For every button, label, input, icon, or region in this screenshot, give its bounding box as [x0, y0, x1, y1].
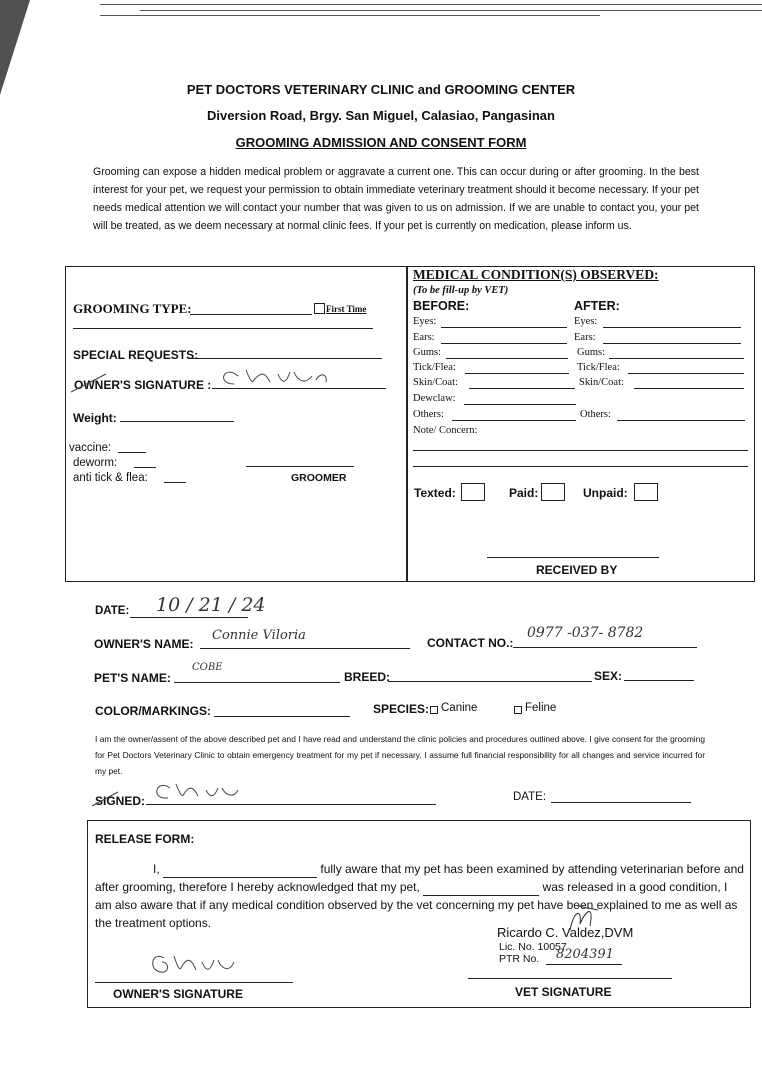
vet-ptr-value: 8204391: [556, 947, 614, 962]
before-dewclaw-label: Dewclaw:: [413, 393, 456, 404]
scan-edge-line: [140, 10, 762, 11]
weight-line[interactable]: [120, 421, 234, 422]
deworm-line[interactable]: [134, 467, 156, 468]
after-skin-line[interactable]: [634, 388, 744, 389]
before-skin-line[interactable]: [469, 388, 575, 389]
after-gums-line[interactable]: [609, 358, 744, 359]
date-line[interactable]: [130, 617, 248, 618]
signed-date-line[interactable]: [551, 802, 691, 803]
first-time-label: First Time: [326, 304, 367, 314]
scan-corner-shadow: [0, 0, 30, 95]
scan-edge-line: [100, 4, 762, 5]
contact-label: CONTACT NO.:: [427, 636, 514, 650]
special-requests-label: SPECIAL REQUESTS:: [73, 348, 199, 362]
groomer-line[interactable]: [246, 466, 354, 467]
release-owner-blank[interactable]: [163, 865, 317, 878]
box-divider: [406, 266, 408, 582]
owner-name-value: Connie Viloria: [212, 628, 306, 643]
before-others-line[interactable]: [452, 420, 576, 421]
vet-name: Ricardo C. Valdez,DVM: [497, 925, 634, 940]
canine-checkbox[interactable]: [430, 706, 438, 714]
color-markings-label: COLOR/MARKINGS:: [95, 704, 211, 718]
before-others-label: Others:: [413, 409, 444, 420]
owner-name-line[interactable]: [200, 648, 410, 649]
release-text-3: was released in a good condition, I am also aware that if any medical condition observed by the vet concerning my pet have been explained to me as well as the treatment options.: [95, 880, 738, 930]
first-time-checkbox[interactable]: [314, 303, 325, 314]
grooming-type-label: GROOMING TYPE:: [73, 301, 192, 316]
groomer-label: GROOMER: [291, 472, 347, 484]
owner-signature-label: OWNER'S SIGNATURE :: [74, 378, 212, 392]
after-label: AFTER:: [574, 299, 620, 313]
note-line-2[interactable]: [413, 466, 748, 467]
pet-name-line[interactable]: [174, 682, 340, 683]
before-dewclaw-line[interactable]: [464, 404, 576, 405]
received-by-line[interactable]: [487, 557, 659, 558]
release-paragraph: [95, 860, 747, 932]
medical-subtitle: (To be fill-up by VET): [413, 285, 509, 296]
after-eyes-label: Eyes:: [574, 316, 598, 327]
deworm-label: deworm:: [73, 457, 118, 469]
vet-signature-caption: VET SIGNATURE: [515, 985, 612, 999]
vaccine-label: vaccine:: [69, 442, 112, 454]
after-eyes-line[interactable]: [603, 327, 741, 328]
breed-label: BREED:: [344, 670, 391, 684]
color-markings-line[interactable]: [214, 716, 350, 717]
before-ears-line[interactable]: [441, 343, 567, 344]
before-tick-line[interactable]: [465, 373, 569, 374]
special-requests-line[interactable]: [188, 358, 382, 359]
before-gums-label: Gums:: [413, 347, 442, 358]
after-others-label: Others:: [580, 409, 611, 420]
pet-name-label: PET'S NAME:: [94, 671, 171, 685]
owner-signature-caption: OWNER'S SIGNATURE: [113, 987, 243, 1001]
texted-checkbox[interactable]: [461, 483, 485, 501]
after-tick-label: Tick/Flea:: [577, 362, 620, 373]
after-others-line[interactable]: [617, 420, 745, 421]
vet-license: Lic. No. 10057: [499, 941, 567, 953]
owner-release-signature-line[interactable]: [95, 982, 293, 983]
unpaid-label: Unpaid:: [583, 486, 628, 500]
sex-line[interactable]: [624, 680, 694, 681]
before-eyes-line[interactable]: [441, 327, 567, 328]
anti-tick-label: anti tick & flea:: [73, 472, 148, 484]
grooming-type-line[interactable]: [190, 314, 312, 315]
feline-label: Feline: [525, 702, 557, 714]
after-ears-line[interactable]: [603, 343, 741, 344]
signed-label: SIGNED:: [95, 794, 146, 808]
owner-release-signature: [146, 948, 246, 982]
contact-value: 0977 -037- 8782: [527, 625, 644, 641]
sex-label: SEX:: [594, 669, 623, 683]
before-label: BEFORE:: [413, 299, 470, 313]
before-ears-label: Ears:: [413, 332, 435, 343]
unpaid-checkbox[interactable]: [634, 483, 658, 501]
breed-line[interactable]: [388, 681, 592, 682]
vaccine-line[interactable]: [118, 452, 146, 453]
signed-date-label: DATE:: [513, 791, 547, 803]
vet-ptr-line: [546, 964, 622, 965]
release-text-2: fully aware that my pet has been examined by attending veterinarian before and after grooming, therefore I hereby acknowledged that my pet,: [95, 862, 744, 894]
consent-paragraph: I am the owner/assent of the above described pet and I have read and understand the clinic policies and procedures outlined above. I give consent for the grooming for Pet Doctors Veterinary Clinic to obtain emergency treatment for my pet if necessary. I assume full financial responsibility for all changes and service incurred for my pet.: [95, 734, 705, 776]
feline-checkbox[interactable]: [514, 706, 522, 714]
note-concern-label: Note/ Concern:: [413, 425, 478, 436]
received-by-label: RECEIVED BY: [536, 563, 618, 577]
release-form-title: RELEASE FORM:: [95, 832, 195, 846]
before-gums-line[interactable]: [446, 358, 568, 359]
form-title: GROOMING ADMISSION AND CONSENT FORM: [235, 135, 527, 150]
before-eyes-label: Eyes:: [413, 316, 437, 327]
contact-line[interactable]: [513, 647, 697, 648]
before-tick-label: Tick/Flea:: [413, 362, 456, 373]
owner-signature-handwriting: [66, 362, 396, 398]
texted-label: Texted:: [414, 486, 456, 500]
canine-label: Canine: [441, 702, 478, 714]
release-pet-blank[interactable]: [423, 883, 539, 896]
medical-title: MEDICAL CONDITION(S) OBSERVED:: [413, 267, 659, 282]
clinic-name: PET DOCTORS VETERINARY CLINIC and GROOMING CENTER: [186, 82, 576, 97]
scan-edge-line: [100, 15, 600, 16]
pet-name-value: COBE: [192, 662, 223, 673]
paid-label: Paid:: [509, 486, 539, 500]
after-tick-line[interactable]: [628, 373, 744, 374]
anti-tick-line[interactable]: [164, 482, 186, 483]
after-ears-label: Ears:: [574, 332, 596, 343]
signed-signature: [88, 778, 258, 810]
release-text-1: I,: [153, 862, 160, 876]
vet-signature-line[interactable]: [468, 978, 672, 979]
clinic-address: Diversion Road, Brgy. San Miguel, Calasiao, Pangasinan: [207, 108, 555, 123]
species-label: SPECIES:: [373, 702, 430, 716]
date-label: DATE:: [95, 605, 130, 617]
grooming-type-line-2[interactable]: [73, 328, 373, 329]
before-skin-label: Skin/Coat:: [413, 377, 458, 388]
paid-checkbox[interactable]: [541, 483, 565, 501]
note-line-1[interactable]: [413, 450, 748, 451]
weight-label: Weight:: [73, 411, 117, 425]
after-gums-label: Gums:: [577, 347, 606, 358]
intro-paragraph: Grooming can expose a hidden medical problem or aggravate a current one. This can occur during or after grooming. In the best interest for your pet, we request your permission to obtain immediate veterinary treatment should it become necessary. If your pet needs medical attention we will contact your number that was given to us on admission. If we are unable to contact you, your pet will be treated, as we deem necessary at normal clinic fees. If your pet is currently on medication, please inform us.: [93, 166, 699, 232]
after-skin-label: Skin/Coat:: [579, 377, 624, 388]
vet-ptr-label: PTR No.: [499, 953, 540, 965]
owner-name-label: OWNER'S NAME:: [94, 637, 194, 651]
date-value: 10 / 21 / 24: [156, 594, 266, 616]
